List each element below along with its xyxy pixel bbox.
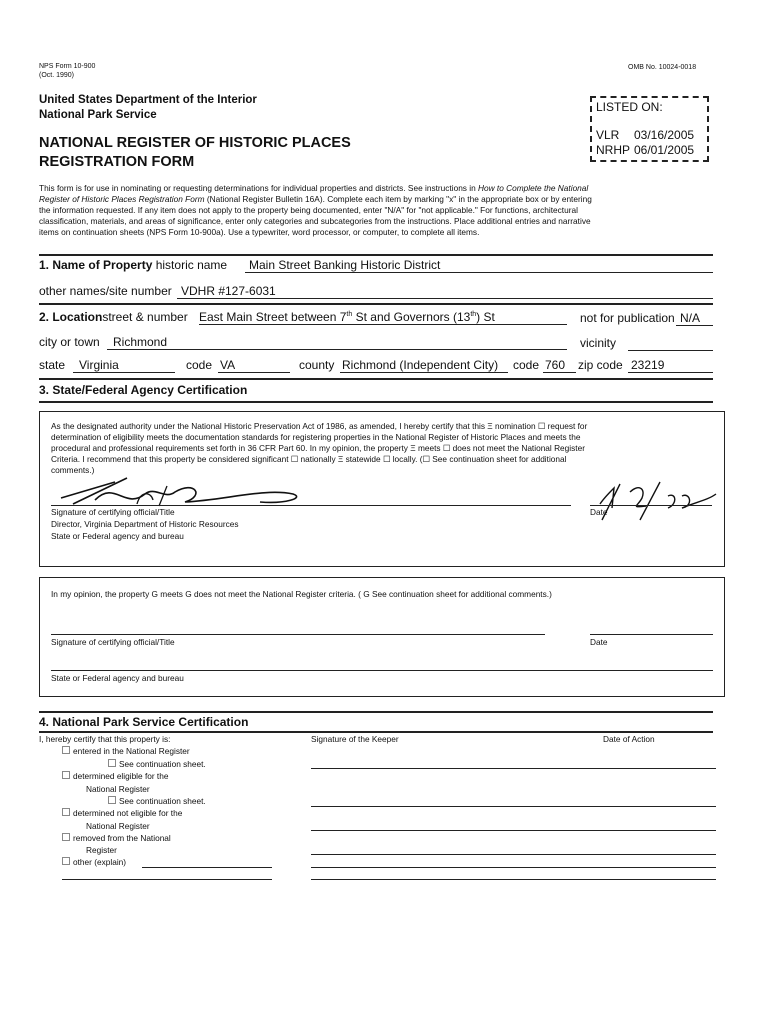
nrhp-date: 06/01/2005 [634, 143, 695, 157]
option-not-eligible[interactable]: determined not eligible for the [62, 808, 182, 819]
street-value-2: St and Governors (13 [352, 310, 471, 324]
checkbox[interactable] [62, 857, 70, 865]
divider [39, 254, 713, 256]
option-continuation-2[interactable]: See continuation sheet. [108, 796, 206, 807]
keeper-line-3[interactable] [311, 830, 716, 831]
keeper-label: Signature of the Keeper [311, 734, 399, 744]
other-names-value: VDHR #127-6031 [181, 284, 276, 298]
section2-row [39, 310, 188, 324]
county-code-field[interactable] [543, 358, 576, 373]
listed-heading: LISTED ON: [596, 100, 663, 114]
listing-stamp [590, 96, 709, 162]
county-code-label: code [513, 358, 540, 372]
checkbox[interactable] [108, 759, 116, 767]
section4-heading: 4. National Park Service Certification [39, 715, 249, 729]
date-label: Date [590, 507, 608, 517]
option-eligible-line2: National Register [86, 784, 150, 794]
checkbox[interactable] [62, 808, 70, 816]
certify-text: I, hereby certify that this property is: [39, 734, 171, 744]
certification-paragraph: As the designated authority under the National Historic Preservation Act of 1986, as amended, I hereby certify that this Ξ nomination ☐ request for determination of eligibility meets the documentation standards for registering properties in the National Register of Historic Places and meets the procedural and professional requirements set forth in 36 CFR Part 60. In my opinion, the property Ξ meets ☐ does not meet the National Register Criteria. I recommend that this property be considered significant ☐ nationally Ξ statewide ☐ locally. (☐ See continuation sheet for additional comments.) [51, 421, 588, 475]
other-names-label: other names/site number [39, 284, 172, 298]
option-removed-line2: Register [86, 845, 117, 855]
checkbox[interactable] [108, 796, 116, 804]
checkbox[interactable] [62, 746, 70, 754]
county-label: county [299, 358, 335, 372]
divider [39, 303, 713, 305]
date-label-2: Date [590, 637, 608, 647]
street-field[interactable] [199, 310, 567, 325]
section1-heading: 1. Name of Property [39, 258, 153, 272]
county-field[interactable] [340, 358, 508, 373]
zip-label: zip code [578, 358, 623, 372]
other-explain-line-2[interactable] [62, 879, 272, 880]
state-code-label: code [186, 358, 213, 372]
intro-paragraph: This form is for use in nominating or requesting determinations for individual properties and districts. See instructions in How to Complete the National Register of Historic Places Registration Form (National Register Bulletin 16A). Complete each item by marking "x" in the appropriate box or by entering the information requested. If any item does not apply to the property being documented, enter "N/A" for "not applicable." For functions, architectural classification, materials, and areas of significance, enter only categories and subcategories from the instructions. Place additional entries and narrative items on continuation sheets (NPS Form 10-900a). Use a typewriter, word processor, or computer, to complete all items. [39, 183, 592, 237]
historic-name-value: Main Street Banking Historic District [249, 258, 441, 272]
agency-label: State or Federal agency and bureau [51, 531, 184, 541]
street-value: East Main Street between 7 [199, 310, 347, 324]
keeper-line-4[interactable] [311, 854, 716, 855]
not-for-publication-label: not for publication [580, 311, 675, 325]
keeper-line-6[interactable] [311, 879, 716, 880]
date-line [590, 505, 712, 506]
nrhp-label: NRHP [596, 143, 631, 157]
street-value-3: ) St [476, 310, 495, 324]
divider [39, 711, 713, 713]
city-field[interactable] [107, 335, 567, 350]
opinion-text: In my opinion, the property G meets G does not meet the National Register criteria. ( G See continuation sheet for additional comments.) [51, 589, 552, 599]
date-of-action-label: Date of Action [603, 734, 655, 744]
keeper-line-5[interactable] [311, 867, 716, 868]
checkbox[interactable] [62, 833, 70, 841]
street-label: street & number [102, 310, 188, 324]
nfp-value: N/A [680, 311, 701, 325]
keeper-line-1[interactable] [311, 768, 716, 769]
service-name: National Park Service [39, 109, 157, 121]
department-name: United States Department of the Interior [39, 94, 257, 106]
state-field[interactable] [73, 358, 175, 373]
option-removed[interactable]: removed from the National [62, 833, 171, 844]
keeper-line-2[interactable] [311, 806, 716, 807]
signature-line-2[interactable] [51, 634, 545, 635]
vicinity-field[interactable] [628, 336, 713, 351]
vlr-date: 03/16/2005 [634, 128, 695, 142]
section1-row [39, 258, 227, 272]
option-entered[interactable]: entered in the National Register [62, 746, 190, 757]
option-not-eligible-line2: National Register [86, 821, 150, 831]
other-explain-line[interactable] [142, 867, 272, 868]
state-value: Virginia [79, 358, 119, 372]
form-number: NPS Form 10-900 [39, 63, 96, 70]
street-sup-2: th [470, 311, 477, 318]
not-for-publication-field[interactable] [676, 311, 713, 326]
signature-label-2: Signature of certifying official/Title [51, 637, 175, 647]
option-continuation-1[interactable]: See continuation sheet. [108, 759, 206, 770]
street-sup: th [346, 311, 353, 318]
divider [39, 401, 713, 403]
signature-line [51, 505, 571, 506]
agency-label-2: State or Federal agency and bureau [51, 673, 184, 683]
city-label: city or town [39, 335, 100, 349]
divider [39, 378, 713, 380]
form-date: (Oct. 1990) [39, 72, 75, 79]
handwritten-date [590, 478, 720, 522]
section3-heading: 3. State/Federal Agency Certification [39, 383, 248, 397]
county-code-value: 760 [545, 358, 566, 372]
date-line-2[interactable] [590, 634, 713, 635]
other-names-field[interactable] [177, 284, 713, 299]
checkbox[interactable] [62, 771, 70, 779]
section2-heading: 2. Location [39, 310, 103, 324]
vicinity-label: vicinity [580, 336, 617, 350]
city-value: Richmond [113, 335, 168, 349]
official-title: Director, Virginia Department of Historic Resources [51, 519, 239, 529]
zip-value: 23219 [631, 358, 665, 372]
zip-field[interactable] [628, 358, 713, 373]
vlr-label: VLR [596, 128, 620, 142]
omb-number: OMB No. 10024-0018 [628, 64, 697, 71]
agency-line-2[interactable] [51, 670, 713, 671]
option-other[interactable]: other (explain) [62, 857, 126, 868]
state-code-field[interactable] [218, 358, 290, 373]
historic-name-field[interactable] [245, 258, 713, 273]
historic-name-label: historic name [155, 258, 228, 272]
county-value: Richmond (Independent City) [342, 358, 499, 372]
state-label: state [39, 358, 66, 372]
state-code-value: VA [220, 358, 236, 372]
form-subtitle: REGISTRATION FORM [39, 154, 195, 170]
signature-label: Signature of certifying official/Title [51, 507, 175, 517]
option-eligible[interactable]: determined eligible for the [62, 771, 168, 782]
divider [39, 731, 713, 733]
form-title: NATIONAL REGISTER OF HISTORIC PLACES [39, 135, 351, 151]
